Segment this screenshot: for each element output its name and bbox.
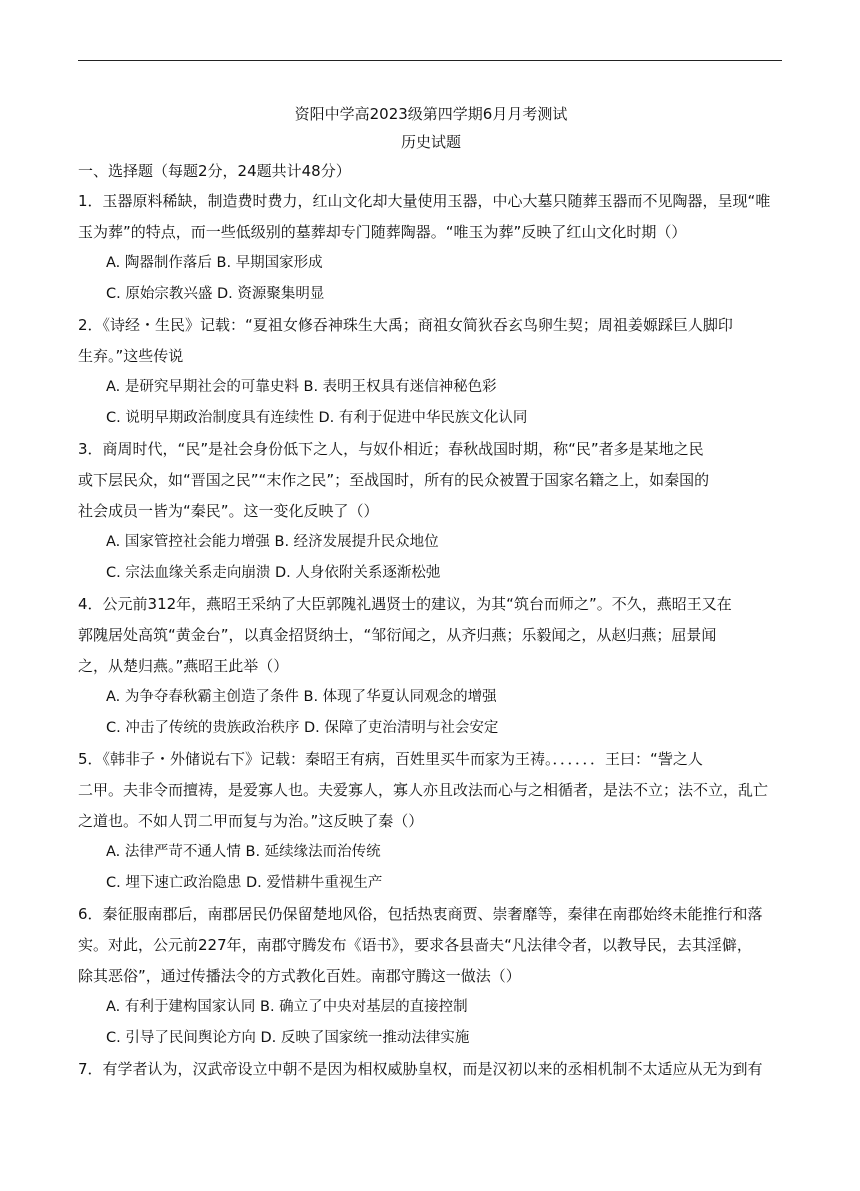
question-text-line: 1．玉器原料稀缺，制造费时费力，红山文化却大量使用玉器，中心大墓只随葬玉器而不见陶器，呈现“唯 (78, 192, 771, 210)
question-text-line: 之，从楚归燕。”燕昭王此举（） (78, 657, 289, 675)
answer-options-line: C. 宗法血缘关系走向崩溃 D. 人身依附关系逐渐松弛 (106, 565, 441, 581)
question-text-line: 或下层民众，如“晋国之民”“末作之民”；至战国时，所有的民众被置于国家名籍之上，如秦国的 (78, 471, 710, 489)
question-text-line: 4．公元前312年，燕昭王采纳了大臣郭隗礼遇贤士的建议，为其“筑台而师之”。不久，燕昭王又在 (78, 595, 732, 613)
question-3 (78, 434, 784, 589)
question-text-line: 生弃。”这些传说 (78, 347, 184, 365)
document-page (78, 100, 784, 1085)
question-text-line: 2．《诗经・生民》记载：“夏祖女修吞神珠生大禹；商祖女简狄吞玄鸟卵生契；周祖姜嫄踩巨人脚印 (78, 316, 733, 334)
answer-options-line: A. 国家管控社会能力增强 B. 经济发展提升民众地位 (106, 534, 439, 550)
answer-options-line: A. 陶器制作落后 B. 早期国家形成 (106, 255, 323, 271)
question-list (78, 186, 784, 1085)
question-text-line: 之道也。不如人罚二甲而复与为治。”这反映了秦（） (78, 812, 424, 830)
question-6 (78, 899, 784, 1054)
question-7 (78, 1054, 784, 1085)
answer-options-line: C. 埋下速亡政治隐患 D. 爱惜耕牛重视生产 (106, 875, 383, 891)
question-text-line: 实。对此，公元前227年，南郡守腾发布《语书》，要求各县啬夫“凡法律令者，以教导民，去其淫僻， (78, 936, 752, 954)
question-text-line: 5．《韩非子・外储说右下》记载：秦昭王有病，百姓里买牛而家为王祷。．．．．．．王曰：“訾之人 (78, 750, 703, 768)
section-heading: 一、选择题（每题2分，24题共计48分） (78, 162, 351, 180)
answer-options-line: A. 有利于建构国家认同 B. 确立了中央对基层的直接控制 (106, 999, 468, 1015)
question-text-line: 社会成员一皆为“秦民”。这一变化反映了（） (78, 502, 379, 520)
question-1 (78, 186, 784, 310)
answer-options-line: C. 冲击了传统的贵族政治秩序 D. 保障了吏治清明与社会安定 (106, 720, 499, 736)
answer-options-line: A. 法律严苛不通人情 B. 延续缘法而治传统 (106, 844, 381, 860)
question-text-line: 郭隗居处高筑“黄金台”，以真金招贤纳士，“邹衍闻之，从齐归燕；乐毅闻之，从赵归燕；屈景闻 (78, 626, 717, 644)
exam-subtitle: 历史试题 (400, 133, 461, 151)
answer-options-line: A. 为争夺春秋霸主创造了条件 B. 体现了华夏认同观念的增强 (106, 689, 497, 705)
question-text-line: 6．秦征服南郡后，南郡居民仍保留楚地风俗，包括热衷商贾、崇奢靡等，秦律在南郡始终未能推行和落 (78, 905, 763, 923)
question-text-line: 玉为葬”的特点，而一些低级别的墓葬却专门随葬陶器。“唯玉为葬”反映了红山文化时期（） (78, 223, 687, 241)
header-rule (78, 60, 782, 61)
answer-options-line: C. 原始宗教兴盛 D. 资源聚集明显 (106, 286, 325, 302)
question-2 (78, 310, 784, 434)
question-text-line: 3．商周时代，“民”是社会身份低下之人，与奴仆相近；春秋战国时期，称“民”者多是某地之民 (78, 440, 704, 458)
answer-options-line: C. 说明早期政治制度具有连续性 D. 有利于促进中华民族文化认同 (106, 410, 528, 426)
exam-title: 资阳中学高2023级第四学期6月月考测试 (294, 105, 568, 123)
question-5 (78, 744, 784, 899)
question-text-line: 二甲。夫非令而擅祷，是爱寡人也。夫爱寡人，寡人亦且改法而心与之相循者，是法不立；法不立，乱亡 (78, 781, 769, 799)
question-text-line: 7．有学者认为，汉武帝设立中朝不是因为相权威胁皇权，而是汉初以来的丞相机制不太适应从无为到有 (78, 1060, 763, 1078)
question-4 (78, 589, 784, 744)
question-text-line: 除其恶俗”，通过传播法令的方式教化百姓。南郡守腾这一做法（） (78, 967, 521, 985)
answer-options-line: C. 引导了民间舆论方向 D. 反映了国家统一推动法律实施 (106, 1030, 470, 1046)
answer-options-line: A. 是研究早期社会的可靠史料 B. 表明王权具有迷信神秘色彩 (106, 379, 497, 395)
